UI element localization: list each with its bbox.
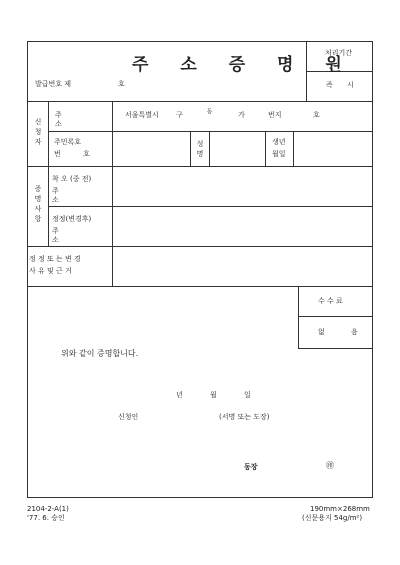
address-dong: 동	[205, 108, 212, 114]
certification-statement: 위와 같이 증명합니다.	[61, 349, 139, 358]
divider-cert-bottom	[27, 246, 372, 247]
birth-label-1: 생년	[272, 138, 286, 146]
issue-number-label: 발급번호 제	[35, 80, 72, 88]
after-address-label-1: 정정(변경후)	[52, 215, 92, 223]
name-label: 성명	[196, 140, 204, 158]
address-gu: 구	[176, 111, 183, 119]
date-year: 년	[176, 391, 183, 399]
divider-name-left	[190, 131, 191, 166]
before-address-label-1: 착 오 (중 전)	[52, 175, 92, 183]
resident-number-label-1: 주민록호	[54, 138, 82, 146]
divider-name-right	[209, 131, 210, 166]
divider-applicant-mid	[48, 131, 372, 132]
form-code: 2104-2-A(1)	[27, 505, 69, 513]
date-day: 일	[244, 391, 251, 399]
after-address-label-2: 주 소	[52, 227, 95, 244]
fee-label: 수 수 료	[318, 297, 343, 305]
form-border	[27, 41, 373, 498]
date-month: 월	[210, 391, 217, 399]
official-title: 동장	[244, 463, 258, 471]
issue-number-suffix: 호	[118, 80, 125, 88]
divider-fee-left	[298, 286, 299, 348]
applicant-signature-label: 신청인	[118, 413, 139, 421]
paper-size: 190mm×268mm	[310, 505, 370, 513]
address-bunji: 번지	[268, 111, 282, 119]
divider-field-label	[112, 101, 113, 246]
paper-type: (신문용지 54g/m²)	[302, 514, 363, 522]
divider-section-label	[48, 101, 49, 246]
certification-section-label: 증명사항	[34, 185, 42, 223]
divider-reason-bottom	[27, 286, 372, 287]
address-label: 주 소	[55, 111, 74, 128]
divider-fee-bottom	[298, 348, 372, 349]
before-address-label-2: 주 소	[52, 187, 95, 204]
reason-label-1: 정 정 또 는 변 경	[29, 255, 81, 263]
resident-number-label-2: 번 호	[54, 150, 100, 158]
divider-birth-right	[293, 131, 294, 166]
form-approval-date: '77. 6. 승인	[27, 514, 65, 522]
divider-fee-mid	[298, 316, 372, 317]
birth-label-2: 월일	[272, 150, 286, 158]
divider-header-bottom	[27, 101, 372, 102]
fee-value: 없 음	[318, 328, 370, 336]
reason-label-2: 사 유 및 근 거	[29, 267, 72, 275]
processing-period-value: 즉 시	[326, 81, 360, 89]
address-ho: 호	[313, 111, 320, 119]
seal-icon: ㊞	[326, 461, 334, 470]
processing-period-label: 처리기간	[325, 49, 353, 57]
divider-reason-label	[112, 246, 113, 286]
divider-applicant-bottom	[27, 166, 372, 167]
page-title: 주 소 증 명 원	[132, 55, 355, 75]
address-city: 서울특별시	[125, 111, 159, 119]
divider-cert-mid	[48, 206, 372, 207]
divider-birth-left	[265, 131, 266, 166]
applicant-section-label: 신청자	[34, 118, 42, 146]
address-ga: 가	[238, 111, 245, 119]
signature-note: (서명 또는 도장)	[219, 413, 270, 421]
